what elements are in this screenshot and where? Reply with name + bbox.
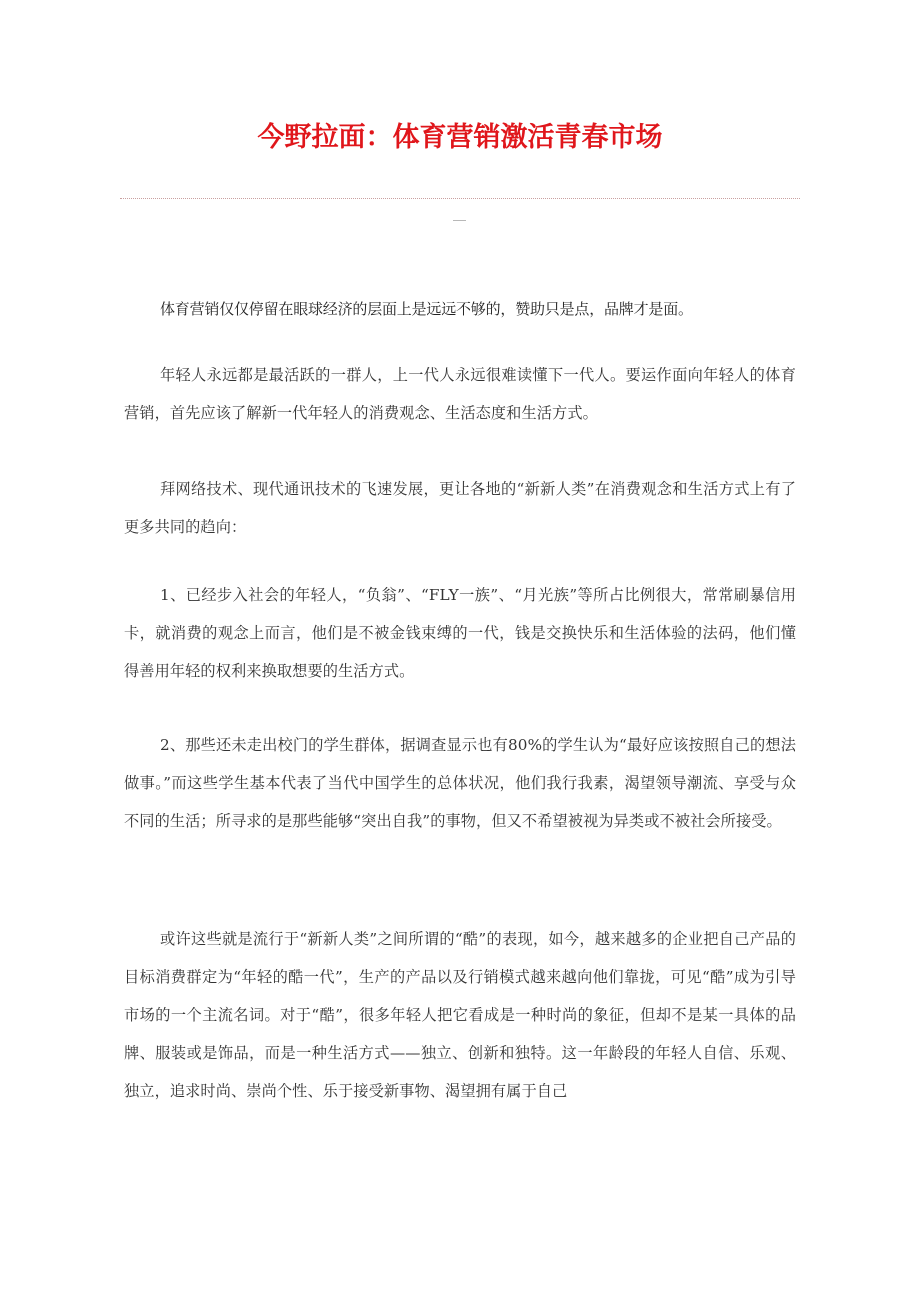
paragraph-1: 年轻人永远都是最活跃的一群人，上一代人永远很难读懂下一代人。要运作面向年轻人的体育营销，首先应该了解新一代年轻人的消费观念、生活态度和生活方式。	[124, 366, 796, 422]
paragraph-3: 1、已经步入社会的年轻人，“负翁”、“FLY一族”、“月光族”等所占比例很大，常常刷暴信用卡，就消费的观念上而言，他们是不被金钱束缚的一代，钱是交换快乐和生活体验的法码，他们懂得善用年轻的权利来换取想要的生活方式。	[124, 586, 796, 680]
title-divider	[120, 198, 800, 199]
paragraph-4: 2、那些还未走出校门的学生群体，据调查显示也有80%的学生认为“最好应该按照自己的想法做事。”而这些学生基本代表了当代中国学生的总体状况，他们我行我素，渴望领导潮流、享受与众不同的生活；所寻求的是那些能够“突出自我”的事物，但又不希望被视为异类或不被社会所接受。	[124, 736, 796, 830]
divider-mark	[453, 220, 466, 221]
article-lead: 体育营销仅仅停留在眼球经济的层面上是远远不够的，赞助只是点，品牌才是面。	[160, 300, 693, 318]
paragraph-5: 或许这些就是流行于“新新人类”之间所谓的“酷”的表现，如今，越来越多的企业把自己产品的目标消费群定为“年轻的酷一代”，生产的产品以及行销模式越来越向他们靠拢，可见“酷”成为引导市场的一个主流名词。对于“酷”，很多年轻人把它看成是一种时尚的象征，但却不是某一具体的品牌、服装或是饰品，而是一种生活方式——独立、创新和独特。这一年龄段的年轻人自信、乐观、独立，追求时尚、崇尚个性、乐于接受新事物、渴望拥有属于自己	[124, 930, 796, 1100]
paragraph-2: 拜网络技术、现代通讯技术的飞速发展，更让各地的“新新人类”在消费观念和生活方式上有了更多共同的趋向：	[124, 480, 796, 536]
article-title: 今野拉面：体育营销激活青春市场	[257, 122, 663, 153]
